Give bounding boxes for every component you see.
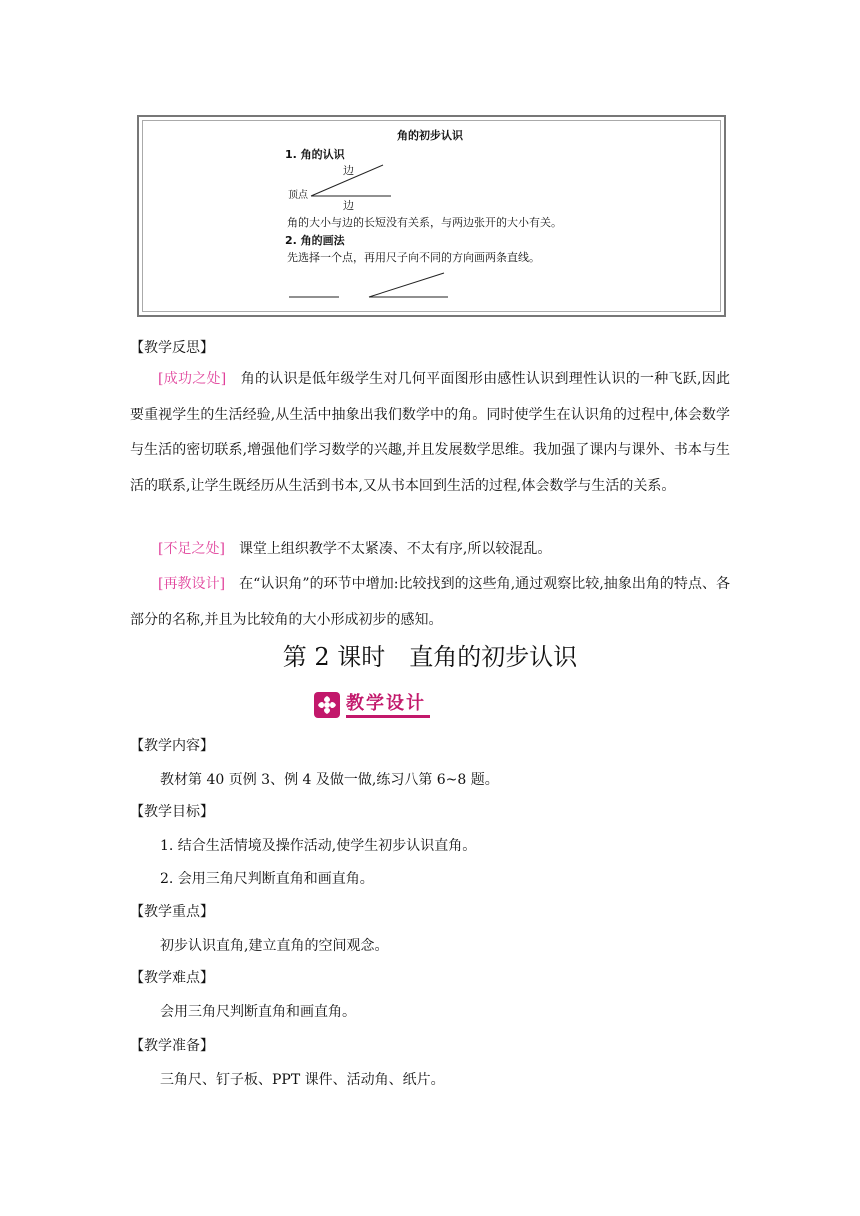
vertex-label: 顶点 xyxy=(288,190,308,201)
flower-icon xyxy=(314,692,340,718)
prep-heading: 【教学准备】 xyxy=(130,1038,214,1054)
redesign-text: 在“认识角”的环节中增加:比较找到的这些角,通过观察比较,抽象出角的特点、各部分的名称,并且为比较角的大小形成初步的感知。 xyxy=(130,576,731,628)
key-text: 初步认识直角,建立直角的空间观念。 xyxy=(160,938,389,954)
key-heading: 【教学重点】 xyxy=(130,904,214,920)
difficulty-heading: 【教学难点】 xyxy=(130,970,214,986)
section-2-heading: 2. 角的画法 xyxy=(285,234,345,247)
success-paragraph xyxy=(130,362,730,504)
reflection-heading: 【教学反思】 xyxy=(130,340,214,356)
redesign-tag: [再教设计] xyxy=(158,576,226,592)
success-text: 角的认识是低年级学生对几何平面图形由感性认识到理性认识的一种飞跃,因此要重视学生的生活经验,从生活中抽象出我们数学中的角。同时使学生在认识角的过程中,体会数学与生活的密切联系,增强他们学习数学的兴趣,并且发展数学思维。我加强了课内与课外、书本与生活的联系,让学生既经历从生活到书本,又从书本回到生活的过程,体会数学与生活的关系。 xyxy=(130,371,730,494)
goals-heading: 【教学目标】 xyxy=(130,804,214,820)
content-heading: 【教学内容】 xyxy=(130,738,214,754)
section-1-heading: 1. 角的认识 xyxy=(285,148,345,161)
content-text: 教材第 40 页例 3、例 4 及做一做,练习八第 6~8 题。 xyxy=(160,772,499,788)
blackboard-title: 角的初步认识 xyxy=(397,129,463,142)
badge-label: 教学设计 xyxy=(346,693,430,718)
redesign-paragraph xyxy=(130,567,730,638)
prep-text: 三角尺、钉子板、PPT 课件、活动角、纸片。 xyxy=(160,1072,445,1088)
lack-tag: [不足之处] xyxy=(158,541,225,557)
teaching-design-badge xyxy=(314,692,430,718)
drawing-method-text: 先选择一个点，再用尺子向不同的方向画两条直线。 xyxy=(287,251,540,264)
goal-1: 1. 结合生活情境及操作活动,使学生初步认识直角。 xyxy=(160,838,477,854)
angle-size-note: 角的大小与边的长短没有关系，与两边张开的大小有关。 xyxy=(287,216,562,229)
goal-2: 2. 会用三角尺判断直角和画直角。 xyxy=(160,871,374,887)
lack-text: 课堂上组织教学不太紧凑、不太有序,所以较混乱。 xyxy=(238,541,552,557)
edge-label-top: 边 xyxy=(343,164,354,177)
blackboard-summary xyxy=(137,115,726,317)
lack-paragraph xyxy=(130,532,730,568)
lesson-title: 第 2 课时 直角的初步认识 xyxy=(282,643,578,671)
edge-label-bottom: 边 xyxy=(343,199,354,212)
success-tag: [成功之处] xyxy=(158,371,227,387)
drawn-angle-upper xyxy=(369,273,444,297)
difficulty-text: 会用三角尺判断直角和画直角。 xyxy=(160,1004,356,1020)
